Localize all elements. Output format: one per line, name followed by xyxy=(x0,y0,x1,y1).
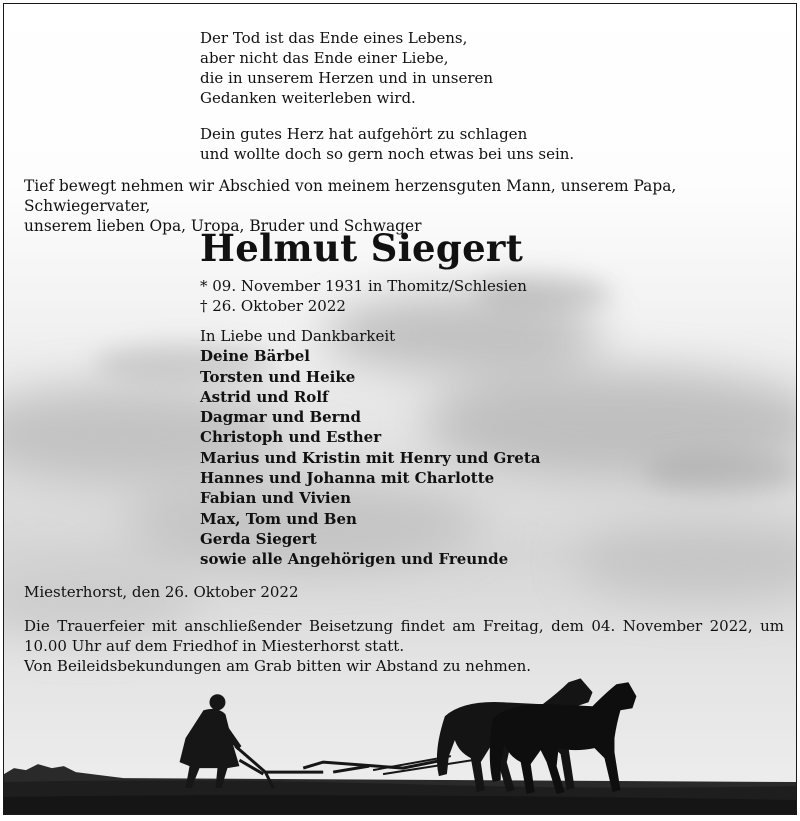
funeral-details xyxy=(24,616,784,676)
mourner-name: Astrid und Rolf xyxy=(200,387,329,406)
place-and-date: Miesterhorst, den 26. Oktober 2022 xyxy=(24,583,299,601)
mourner-name: Torsten und Heike xyxy=(200,367,356,386)
life-dates xyxy=(200,276,527,316)
mourner-name: Christoph und Esther xyxy=(200,428,382,447)
poem-stanza-2 xyxy=(200,124,574,164)
mourners-list xyxy=(200,326,540,570)
mourner-name: Marius und Kristin mit Henry und Greta xyxy=(200,448,541,467)
deceased-name: Helmut Siegert xyxy=(200,226,524,270)
death-date: † 26. Oktober 2022 xyxy=(200,297,346,315)
notice-text xyxy=(4,4,796,814)
mourner-name: Fabian und Vivien xyxy=(200,489,352,508)
mourners-intro: In Liebe und Dankbarkeit xyxy=(200,327,396,345)
birth-date: * 09. November 1931 in Thomitz/Schlesien xyxy=(200,277,527,295)
poem-line: Gedanken weiterleben wird. xyxy=(200,89,416,107)
poem-line: Dein gutes Herz hat aufgehört zu schlagen xyxy=(200,125,528,143)
mourner-name: Max, Tom und Ben xyxy=(200,509,357,528)
mourner-name: Dagmar und Bernd xyxy=(200,408,361,427)
mourner-name: Deine Bärbel xyxy=(200,347,310,366)
obituary-notice xyxy=(3,3,797,815)
poem-line: Der Tod ist das Ende eines Lebens, xyxy=(200,29,468,47)
mourner-name: Gerda Siegert xyxy=(200,529,317,548)
intro-line: unserem lieben Opa, Uropa, Bruder und Schwager xyxy=(24,217,422,235)
poem-line: aber nicht das Ende einer Liebe, xyxy=(200,49,449,67)
poem-stanza-1 xyxy=(200,28,493,108)
poem-line: und wollte doch so gern noch etwas bei uns sein. xyxy=(200,145,575,163)
funeral-line: Die Trauerfeier mit anschließender Beisetzung findet am Freitag, dem 04. November 2022, um xyxy=(24,617,784,635)
mourner-name: sowie alle Angehörigen und Freunde xyxy=(200,550,509,569)
mourner-name: Hannes und Johanna mit Charlotte xyxy=(200,469,495,488)
funeral-line: 10.00 Uhr auf dem Friedhof in Miesterhorst statt. xyxy=(24,637,405,655)
condolence-note: Von Beileidsbekundungen am Grab bitten wir Abstand zu nehmen. xyxy=(24,657,532,675)
intro-line: Tief bewegt nehmen wir Abschied von meinem herzensguten Mann, unserem Papa, Schwiegervater, xyxy=(24,177,677,215)
poem-line: die in unserem Herzen und in unseren xyxy=(200,69,494,87)
